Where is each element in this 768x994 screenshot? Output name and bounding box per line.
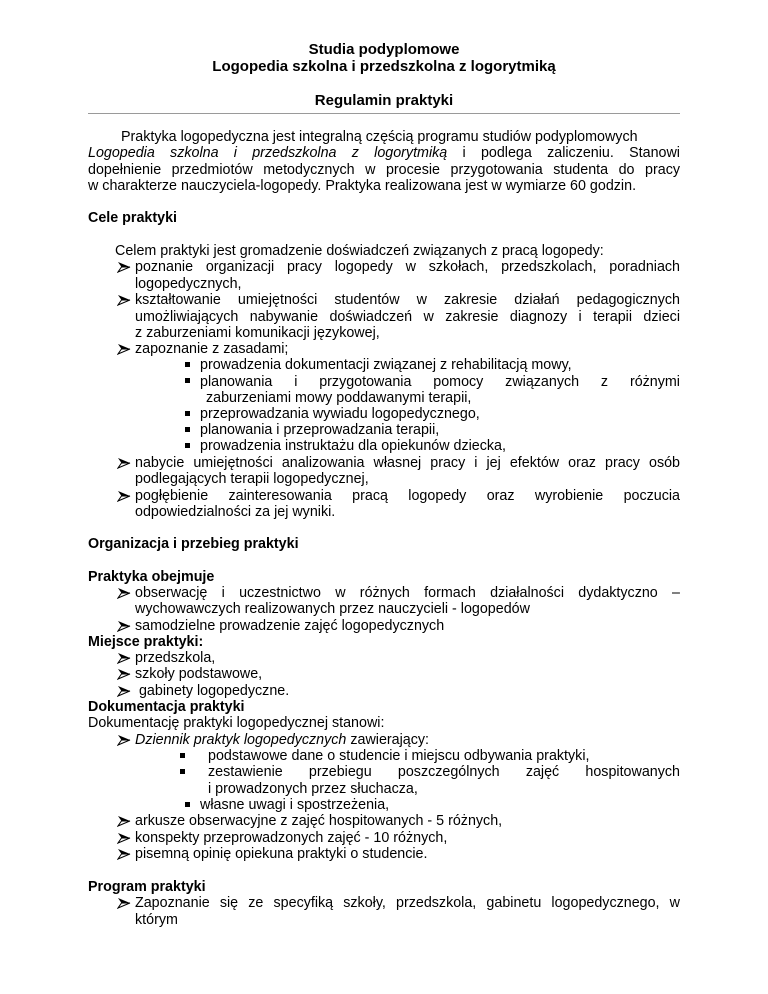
goal-item-3: zapoznanie z zasadami; [135,341,289,357]
docs-heading: Dokumentacja praktyki [88,699,245,715]
goal-item-5-line1: pogłębienie zainteresowania pracą logopedy oraz wyrobienie poczucia [135,488,680,504]
arrow-bullet-icon [117,847,131,863]
rule-item-2-line1: planowania i przygotowania pomocy związanych z różnymi [200,374,680,390]
rule-item-5: prowadzenia instruktażu dla opiekunów dziecka, [200,438,506,454]
square-bullet-icon [185,802,190,807]
docs-sub-item-1: podstawowe dane o studencie i miejscu odbywania praktyki, [208,748,590,764]
goals-lead: Celem praktyki jest gromadzenie doświadczeń związanych z pracą logopedy: [115,243,604,259]
docs-item-4: pisemną opinię opiekuna praktyki o studencie. [135,846,428,862]
goal-item-1-line1: poznanie organizacji pracy logopedy w szkołach, przedszkolach, poradniach [135,259,680,275]
square-bullet-icon [180,769,185,774]
arrow-bullet-icon [117,456,131,472]
arrow-bullet-icon [117,831,131,847]
square-bullet-icon [185,362,190,367]
includes-item-2: samodzielne prowadzenie zajęć logopedycznych [135,618,445,634]
includes-item-1-line1: obserwację i uczestnictwo w różnych formach działalności dydaktyczno – [135,585,680,601]
square-bullet-icon [180,753,185,758]
square-bullet-icon [185,443,190,448]
rule-item-1: prowadzenia dokumentacji związanej z rehabilitacją mowy, [200,357,572,373]
docs-sub-item-3: własne uwagi i spostrzeżenia, [200,797,390,813]
arrow-bullet-icon [117,293,131,309]
places-heading: Miejsce praktyki: [88,634,204,650]
arrow-bullet-icon [117,667,131,683]
header-line1: Studia podyplomowe [308,41,460,58]
program-item-1-line2: którym [135,912,178,928]
organization-heading: Organizacja i przebieg praktyki [88,536,299,552]
program-heading: Program praktyki [88,879,206,895]
place-item-1: przedszkola, [135,650,216,666]
program-item-1-line1: Zapoznanie się ze specyfiką szkoły, przedszkola, gabinetu logopedycznego, w [135,895,680,911]
title-divider [88,113,680,114]
place-item-3: gabinety logopedyczne. [135,683,290,699]
arrow-bullet-icon [117,651,131,667]
goal-item-2-line1: kształtowanie umiejętności studentów w zakresie działań pedagogicznych [135,292,680,308]
header-line2: Logopedia szkolna i przedszkolna z logorytmiką [212,58,556,75]
square-bullet-icon [185,411,190,416]
docs-item-2: arkusze obserwacyjne z zajęć hospitowanych - 5 różnych, [135,813,503,829]
rule-item-2-line2: zaburzeniami mowy poddawanymi terapii, [206,390,472,406]
goal-item-4-line1: nabycie umiejętności analizowania własnej pracy i jej efektów oraz pracy osób [135,455,680,471]
goal-item-2-line2: umożliwiających nabywanie doświadczeń w zakresie diagnozy i terapii dzieci [135,309,680,325]
arrow-bullet-icon [117,733,131,749]
square-bullet-icon [185,427,190,432]
arrow-bullet-icon [117,260,131,276]
rule-item-4: planowania i przeprowadzania terapii, [200,422,440,438]
arrow-bullet-icon [117,342,131,358]
docs-sub-item-2-line1: zestawienie przebiegu poszczególnych zajęć hospitowanych [208,764,680,780]
includes-heading: Praktyka obejmuje [88,569,215,585]
intro-line3: dopełnienie przedmiotów metodycznych w procesie przygotowania studenta do pracy [88,162,680,178]
arrow-bullet-icon [117,489,131,505]
goal-item-1-line2: logopedycznych, [135,276,242,292]
arrow-bullet-icon [117,896,131,912]
goal-item-4-line2: podlegających terapii logopedycznej, [135,471,369,487]
goal-item-2-line3: z zaburzeniami komunikacji językowej, [135,325,380,341]
arrow-bullet-icon [117,814,131,830]
docs-item-1: Dziennik praktyk logopedycznych zawierający: [135,732,430,748]
arrow-bullet-icon [117,586,131,602]
square-bullet-icon [185,378,190,383]
subtitle: Regulamin praktyki [314,92,454,109]
goals-heading: Cele praktyki [88,210,178,226]
includes-item-1-line2: wychowawczych realizowanych przez nauczycieli - logopedów [135,601,530,617]
arrow-bullet-icon [117,619,131,635]
docs-lead: Dokumentację praktyki logopedycznej stanowi: [88,715,385,731]
intro-line2: Logopedia szkolna i przedszkolna z logorytmiką i podlega zaliczeniu. Stanowi [88,145,680,161]
intro-line1: Praktyka logopedyczna jest integralną częścią programu studiów podyplomowych [121,129,638,145]
arrow-bullet-icon [117,684,131,700]
place-item-2: szkoły podstawowe, [135,666,263,682]
docs-item-3: konspekty przeprowadzonych zajęć - 10 różnych, [135,830,448,846]
rule-item-3: przeprowadzania wywiadu logopedycznego, [200,406,480,422]
intro-line4: w charakterze nauczyciela-logopedy. Praktyka realizowana jest w wymiarze 60 godzin. [88,178,637,194]
goal-item-5-line2: odpowiedzialności za jej wyniki. [135,504,336,520]
docs-sub-item-2-line2: i prowadzonych przez słuchacza, [208,781,418,797]
